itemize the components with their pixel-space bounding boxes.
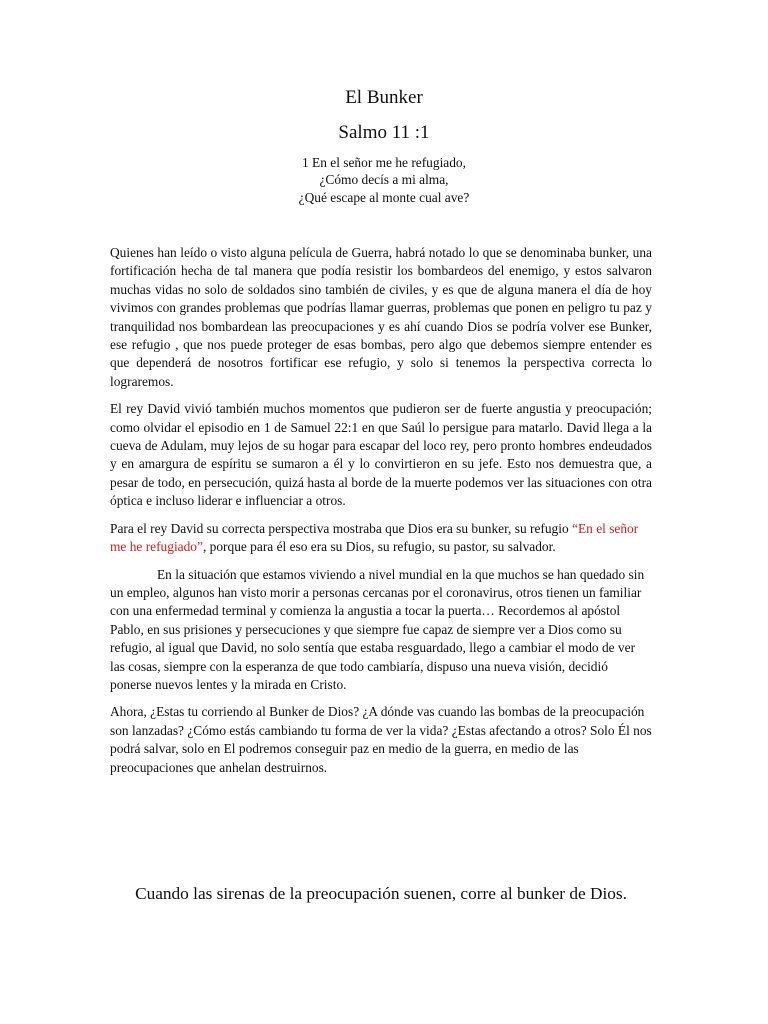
document-title: El Bunker xyxy=(345,87,423,108)
document-body xyxy=(110,244,652,786)
paragraph-3-quote: “En el señor me he refugiado” xyxy=(110,520,639,555)
verse-line-1: 1 En el señor me he refugiado, xyxy=(302,155,466,170)
paragraph-3-end: , porque para él eso era su Dios, su refugio, su pastor, su salvador. xyxy=(202,539,556,555)
paragraph-3-start: Para el rey David su correcta perspectiva mostraba que Dios era su bunker, su refugio xyxy=(110,520,573,536)
verse-line-3: ¿Qué escape al monte cual ave? xyxy=(298,189,470,205)
psalm-verse xyxy=(0,154,768,206)
document-subtitle: Salmo 11 :1 xyxy=(338,122,430,143)
paragraph-2: El rey David vivió también muchos momentos que pudieron ser de fuerte angustia y preocupación; como olvidar el episodio en 1 de Samuel 22:1 en que Saúl lo persigue para matarlo. David llega a la cueva de Adulam, muy lejos de su hogar para escapar del loco rey, pero pronto hombres endeudados y en amargura de espíritu se sumaron a él y lo convirtieron en su jefe. Esto nos demuestra que, a pesar de todo, en persecución, quizá hasta al borde de la muerte podemos ver las situaciones con otra óptica e incluso liderar e influenciar a otros. xyxy=(110,401,652,509)
paragraph-3 xyxy=(110,520,652,557)
paragraph-5: Ahora, ¿Estas tu corriendo al Bunker de Dios? ¿A dónde vas cuando las bombas de la preocupación son lanzadas? ¿Cómo estás cambiando tu forma de ver la vida? ¿Estas afectando a otros? Solo Él nos podrá salvar, solo en El podremos conseguir paz en medio de la guerra, en medio de las preocupaciones que anhelan destruirnos. xyxy=(110,704,652,775)
paragraph-4: En la situación que estamos viviendo a nivel mundial en la que muchos se han quedado sin un empleo, algunos han visto morir a personas cercanas por el coronavirus, otros tienen un familiar con una enfermedad terminal y comienza la angustia a tocar la puerta… Recordemos al apóstol Pablo, en sus prisiones y persecuciones y que siempre fue capaz de siempre ver a Dios como su refugio, al igual que David, no solo sentía que estaba resguardado, llego a cambiar el modo de ver las cosas, siempre con la esperanza de que todo cambiaría, dispuso una nueva visión, decidió ponerse nuevos lentes y la mirada en Cristo. xyxy=(110,566,645,692)
paragraph-1: Quienes han leído o visto alguna película de Guerra, habrá notado lo que se denominaba bunker, una fortificación hecha de tal manera que podía resistir los bombardeos del enemigo, y estos salvaron muchas vidas no solo de soldados sino también de civiles, y es que de alguna manera el día de hoy vivimos con grandes problemas que podrías llamar guerras, problemas que ponen en peligro tu paz y tranquilidad nos bombardean las preocupaciones y es ahí cuando Dios se podría volver ese Bunker, ese refugio , que nos puede proteger de esas bombas, pero algo que debemos siempre entender es que dependerá de nosotros fortificar ese refugio, y solo si tenemos la perspectiva correcta lo lograremos. xyxy=(110,245,652,389)
closing-statement: Cuando las sirenas de la preocupación suenen, corre al bunker de Dios. xyxy=(135,884,627,903)
verse-line-2: ¿Cómo decís a mi alma, xyxy=(319,172,449,188)
